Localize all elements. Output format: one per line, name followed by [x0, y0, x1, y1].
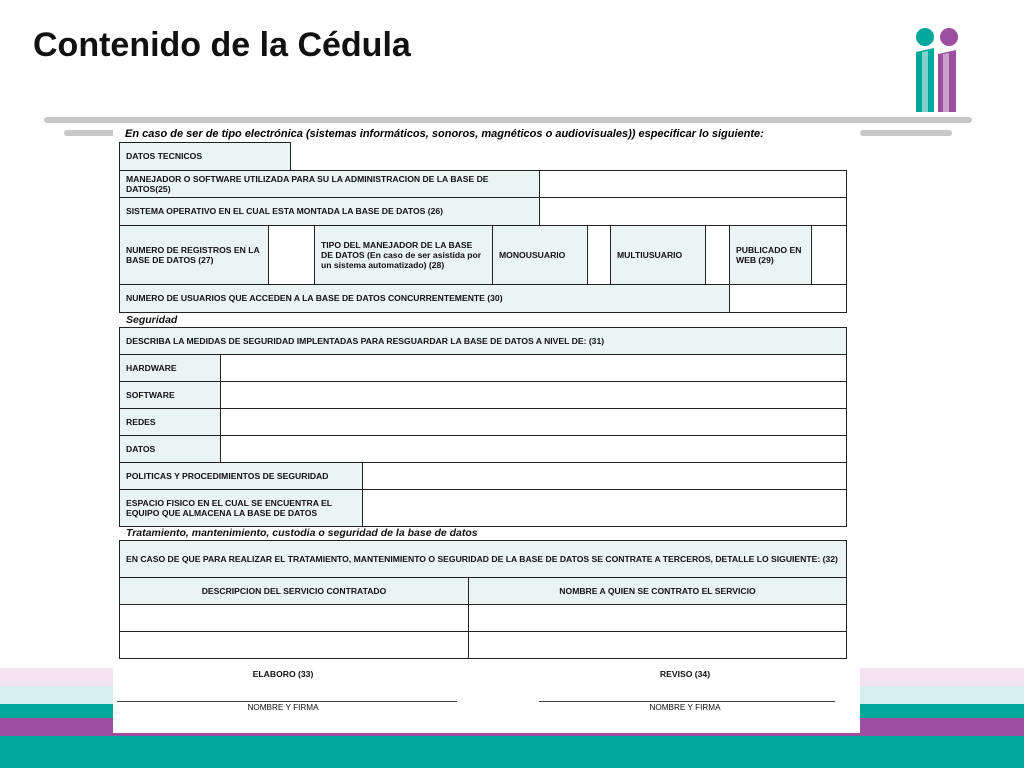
- reviso-signature-line: [539, 701, 835, 702]
- politicas-value[interactable]: [362, 462, 847, 490]
- manejador-label: MANEJADOR O SOFTWARE UTILIZADA PARA SU LA ADMINISTRACION DE LA BASE DE DATOS(25): [119, 170, 540, 198]
- espacio-fisico-label: ESPACIO FISICO EN EL CUAL SE ENCUENTRA EL EQUIPO QUE ALMACENA LA BASE DE DATOS: [119, 489, 363, 527]
- descripcion-servicio-row-1[interactable]: [119, 604, 469, 632]
- reviso-nombre-firma: NOMBRE Y FIRMA: [649, 703, 721, 712]
- elaboro-signature-line: [117, 701, 457, 702]
- software-label: SOFTWARE: [119, 381, 221, 409]
- sistema-operativo-value[interactable]: [539, 197, 847, 226]
- seguridad-section-title: Seguridad: [126, 314, 178, 326]
- decorative-line-right: [860, 130, 952, 136]
- elaboro-nombre-firma: NOMBRE Y FIRMA: [247, 703, 319, 712]
- politicas-label: POLITICAS Y PROCEDIMIENTOS DE SEGURIDAD: [119, 462, 363, 490]
- hardware-value[interactable]: [220, 354, 847, 382]
- hardware-label: HARDWARE: [119, 354, 221, 382]
- datos-label: DATOS: [119, 435, 221, 463]
- slide-title: Contenido de la Cédula: [33, 26, 411, 64]
- numero-usuarios-label: NUMERO DE USUARIOS QUE ACCEDEN A LA BASE DE DATOS CONCURRENTEMENTE (30): [119, 284, 730, 313]
- sistema-operativo-label: SISTEMA OPERATIVO EN EL CUAL ESTA MONTADA LA BASE DE DATOS (26): [119, 197, 540, 226]
- terceros-label: EN CASO DE QUE PARA REALIZAR EL TRATAMIENTO, MANTENIMIENTO O SEGURIDAD DE LA BASE DE DATOS SE CONTRATE A TERCEROS, DETALLE LO SIGUIENTE: (32): [119, 540, 847, 578]
- institutional-logo-icon: [912, 26, 962, 114]
- datos-value[interactable]: [220, 435, 847, 463]
- multiusuario-label: MULTIUSUARIO: [610, 225, 706, 285]
- reviso-label: REVISO (34): [659, 669, 711, 679]
- nombre-contrato-row-1[interactable]: [468, 604, 847, 632]
- monousuario-label: MONOUSUARIO: [492, 225, 588, 285]
- espacio-fisico-value[interactable]: [362, 489, 847, 527]
- publicado-web-checkbox[interactable]: [811, 225, 847, 285]
- numero-registros-value[interactable]: [268, 225, 315, 285]
- monousuario-checkbox[interactable]: [587, 225, 611, 285]
- redes-label: REDES: [119, 408, 221, 436]
- describa-medidas-label: DESCRIBA LA MEDIDAS DE SEGURIDAD IMPLENTADAS PARA RESGUARDAR LA BASE DE DATOS A NIVEL DE: (31): [119, 327, 847, 355]
- redes-value[interactable]: [220, 408, 847, 436]
- tratamiento-section-title: Tratamiento, mantenimiento, custodia o seguridad de la base de datos: [126, 527, 478, 539]
- numero-registros-label: NUMERO DE REGISTROS EN LA BASE DE DATOS (27): [119, 225, 269, 285]
- numero-usuarios-value[interactable]: [729, 284, 847, 313]
- software-value[interactable]: [220, 381, 847, 409]
- nombre-contrato-header: NOMBRE A QUIEN SE CONTRATO EL SERVICIO: [468, 577, 847, 605]
- form-document: [113, 123, 860, 733]
- multiusuario-checkbox[interactable]: [705, 225, 730, 285]
- datos-tecnicos-header: DATOS TECNICOS: [119, 142, 291, 171]
- publicado-web-label: PUBLICADO EN WEB (29): [729, 225, 812, 285]
- descripcion-servicio-row-2[interactable]: [119, 631, 469, 659]
- elaboro-label: ELABORO (33): [252, 669, 314, 679]
- nombre-contrato-row-2[interactable]: [468, 631, 847, 659]
- tipo-manejador-label: TIPO DEL MANEJADOR DE LA BASE DE DATOS (En caso de ser asistida por un sistema automatizado) (28): [314, 225, 493, 285]
- band-teal-bottom: [0, 736, 1024, 768]
- manejador-value[interactable]: [539, 170, 847, 198]
- descripcion-servicio-header: DESCRIPCION DEL SERVICIO CONTRATADO: [119, 577, 469, 605]
- form-intro: En caso de ser de tipo electrónica (sistemas informáticos, sonoros, magnéticos o audiovisuales)) especificar lo siguiente:: [125, 128, 764, 140]
